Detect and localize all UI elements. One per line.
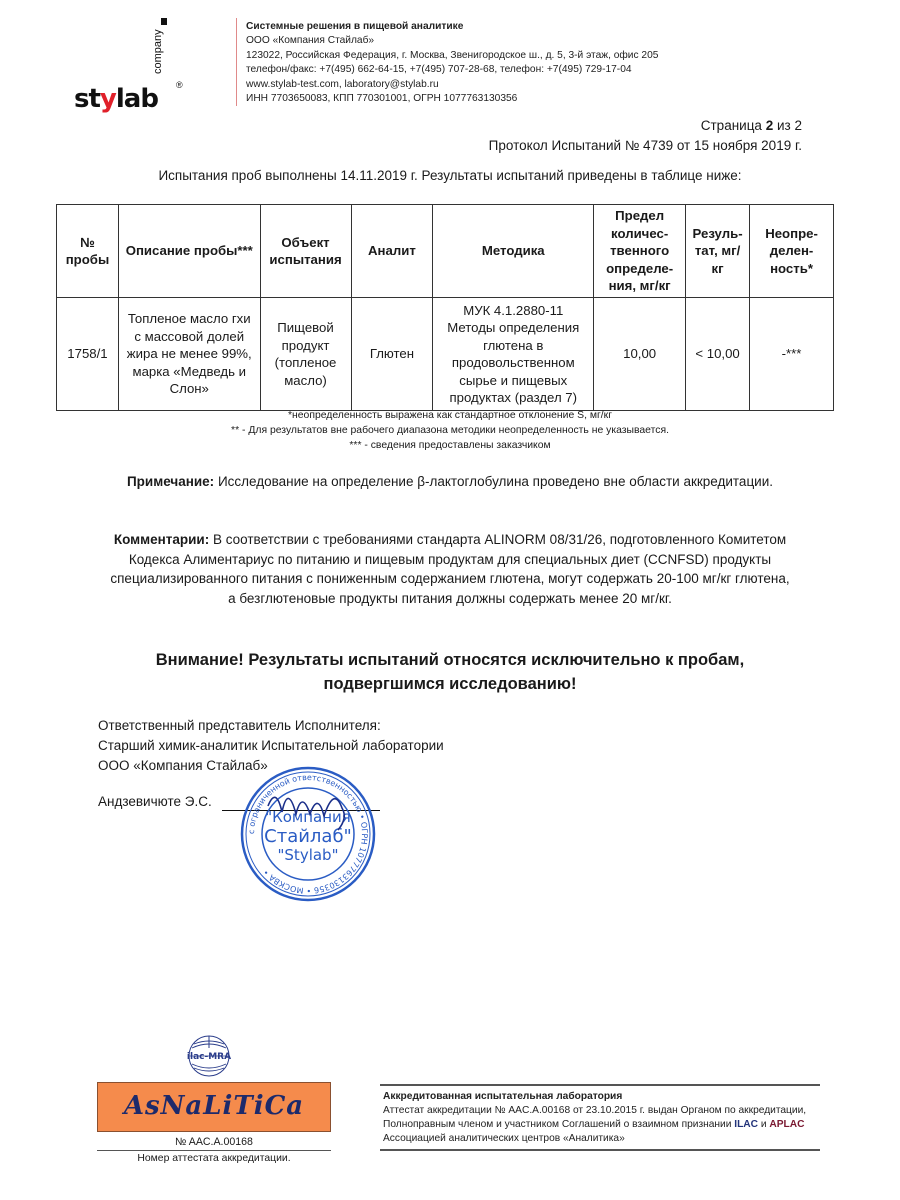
ilac-mra-logo-icon [186,1034,232,1078]
stamp-line-3: "Stylab" [277,846,339,864]
col-loq: Предел количес-твенного определе-ния, мг/кг [594,205,686,298]
stamp-line-2: Стайлаб" [264,826,352,847]
comment-label: Комментарии: [113,532,210,547]
lab-info-top-rule [380,1084,820,1086]
attention-warning [0,648,900,696]
lab-title: Аккредитованная испытательная лаборатория [383,1091,623,1102]
company-web[interactable]: www.stylab-test.com, laboratory@stylab.ru [246,78,439,90]
cell-result: < 10,00 [686,298,750,411]
page-total: 2 [794,118,802,133]
stamp-line-1: "Компания [265,808,351,826]
registered-mark: ® [176,80,183,90]
signatory-position: Старший химик-аналитик Испытательной лаборатории [98,738,444,753]
col-object: Объект испытания [260,205,351,298]
col-description: Описание пробы*** [118,205,260,298]
signatory-name: Андзевичюте Э.С. [98,794,212,809]
lab-line-1: Аттестат аккредитации № AAC.A.00168 от 23.10.2015 г. выдан Органом по аккредитации, [383,1105,807,1116]
logo-square [161,18,167,25]
company-ids: ИНН 7703650083, КПП 770301001, ОГРН 1077763130356 [246,93,518,105]
analitica-logo [97,1082,331,1132]
lab-line-2-text: Полноправным членом и участником Соглашений о взаимном признании [383,1119,735,1130]
accreditation-number: № AAC.A.00168 [175,1136,253,1148]
comment [106,530,794,608]
col-result: Резуль-тат, мг/кг [686,205,750,298]
page-of: из [776,118,791,133]
table-footnotes [0,408,900,453]
logo-company-text: company [152,29,164,74]
page-current: 2 [765,118,774,133]
company-address: 123022, Российская Федерация, г. Москва, Звенигородское ш., д. 5, 3-й этаж, офис 205 [246,49,659,61]
logo-word-pre: st [74,84,100,114]
lab-info-bottom-rule [380,1149,820,1151]
footnote-3: *** - сведения предоставлены заказчиком [349,440,551,451]
company-info [246,20,658,106]
signatory-role: Ответственный представитель Исполнителя: [98,718,381,733]
cell-analyte: Глютен [351,298,433,411]
footnote-2: ** - Для результатов вне рабочего диапазона методики неопределенность не указывается. [231,425,669,436]
aplac-text: APLAC [769,1119,805,1130]
ilac-text: ILAC [734,1119,759,1130]
table-row [57,298,834,411]
cell-loq: 10,00 [594,298,686,411]
cell-description: Топленое масло гхи с массовой долей жира не менее 99%, марка «Медведь и Слон» [118,298,260,411]
logo-word-post: lab [115,84,158,114]
signatory-org: ООО «Компания Стайлаб» [98,758,268,773]
logo-word-y: y [99,84,116,114]
table-header-row [57,205,834,298]
header-divider [236,18,237,106]
page-label: Страница [700,118,762,133]
cell-method: МУК 4.1.2880-11 Методы определения глютена в продовольственном сырье и пищевых продуктах (раздел 7) [433,298,594,411]
cell-uncertainty: -*** [750,298,834,411]
lab-line-2 [383,1118,806,1132]
comment-text: В соответствии с требованиями стандарта ALINORM 08/31/26, подготовленного Комитетом Кодекса Алиментариус по питанию и пищевым продуктам для специальных диет (CCNFSD) продукты специализированного питания с пониженным содержанием глютена, могут содержать 20-100 мг/кг глютена, а безглютеновые продукты питания должны содержать менее 20 мг/кг. [110,532,790,606]
cell-sample-no: 1758/1 [57,298,119,411]
lab-accreditation-info [383,1090,806,1146]
ilac-label: ilac-MRA [186,1052,232,1062]
note-label: Примечание: [126,474,215,489]
analitica-brand: AsNaLiTiCa [123,1091,305,1121]
col-sample-no: № пробы [57,205,119,298]
company-name: ООО «Компания Стайлаб» [246,35,375,47]
protocol-title: Протокол Испытаний № 4739 от 15 ноября 2019 г. [488,138,802,153]
logo-wordmark [74,86,158,112]
page-number [701,118,802,133]
col-analyte: Аналит [351,205,433,298]
col-uncertainty: Неопре-делен-ность* [750,205,834,298]
lab-and-text: и [758,1119,770,1130]
accreditation-divider [97,1150,331,1151]
attention-line-1: Внимание! Результаты испытаний относятся исключительно к пробам, [155,651,745,669]
stamp-ring-text: с ограниченной ответственностью • ОГРН 1077763130356 • МОСКВА • [246,772,370,896]
footnote-1: *неопределенность выражена как стандартное отклонение S, мг/кг [287,410,612,421]
cell-object: Пищевой продукт (топленое масло) [260,298,351,411]
results-table [56,204,834,411]
company-stamp-icon [240,766,376,902]
stylab-logo [74,18,184,114]
company-phones: телефон/факс: +7(495) 662-64-15, +7(495) 707-28-68, телефон: +7(495) 729-17-04 [246,64,632,76]
note-text: Исследование на определение β-лактоглобулина проведено вне области аккредитации. [214,474,774,489]
company-tagline: Системные решения в пищевой аналитике [246,21,464,32]
note [0,474,900,489]
intro-text: Испытания проб выполнены 14.11.2019 г. Результаты испытаний приведены в таблице ниже: [158,168,742,183]
col-method: Методика [433,205,594,298]
accreditation-caption: Номер аттестата аккредитации. [137,1153,291,1164]
lab-line-3: Ассоциацией аналитических центров «Аналитика» [383,1133,625,1144]
attention-line-2: подвергшимся исследованию! [323,675,577,693]
